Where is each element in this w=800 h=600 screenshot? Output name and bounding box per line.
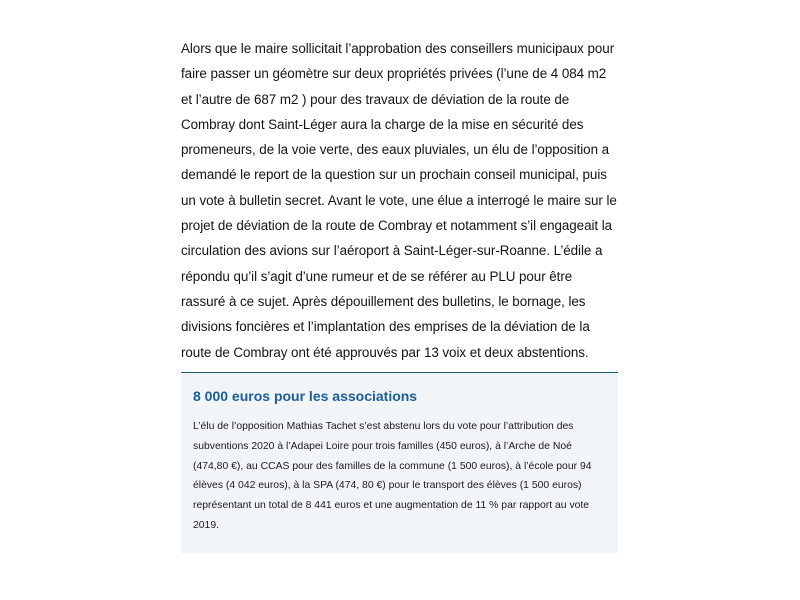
sidebar-box-text: L’élu de l’opposition Mathias Tachet s’est abstenu lors du vote pour l’attribution des subventions 2020 à l’Adapei Loire pour trois familles (450 euros), à l’Arche de Noé (474,80 €), au CCAS pour des familles de la commune (1 500 euros), à l’école pour 94 élèves (4 042 euros), à la SPA (474, 80 €) pour le transport des élèves (1 500 euros) représentant un total de 8 441 euros et une augmentation de 11 % par rapport au vote 2019. bbox=[193, 421, 592, 531]
article-paragraph: Alors que le maire sollicitait l’approbation des conseillers municipaux pour faire passer un géomètre sur deux propriétés privées (l’une de 4 084 m2 et l’autre de 687 m2 ) pour des travaux de déviation de la route de Combray dont Saint-Léger aura la charge de la mise en sécurité des promeneurs, de la voie verte, des eaux pluviales, un élu de l’opposition a demandé le report de la question sur un prochain conseil municipal, puis un vote à bulletin secret. Avant le vote, une élue a interrogé le maire sur le projet de déviation de la route de Combray et notamment s’il engageait la circulation des avions sur l’aéroport à Saint-Léger-sur-Roanne. L’édile a répondu qu’il s’agit d’une rumeur et de se référer au PLU pour être rassuré à ce sujet. Après dépouillement des bulletins, le bornage, les divisions foncières et l’implantation des emprises de la déviation de la route de Combray ont été approuvés par 13 voix et deux abstentions. bbox=[181, 41, 617, 360]
sidebar-box-title: 8 000 euros pour les associations bbox=[193, 388, 418, 404]
sidebar-box bbox=[181, 372, 618, 553]
article bbox=[181, 36, 618, 365]
article-body bbox=[181, 36, 618, 365]
